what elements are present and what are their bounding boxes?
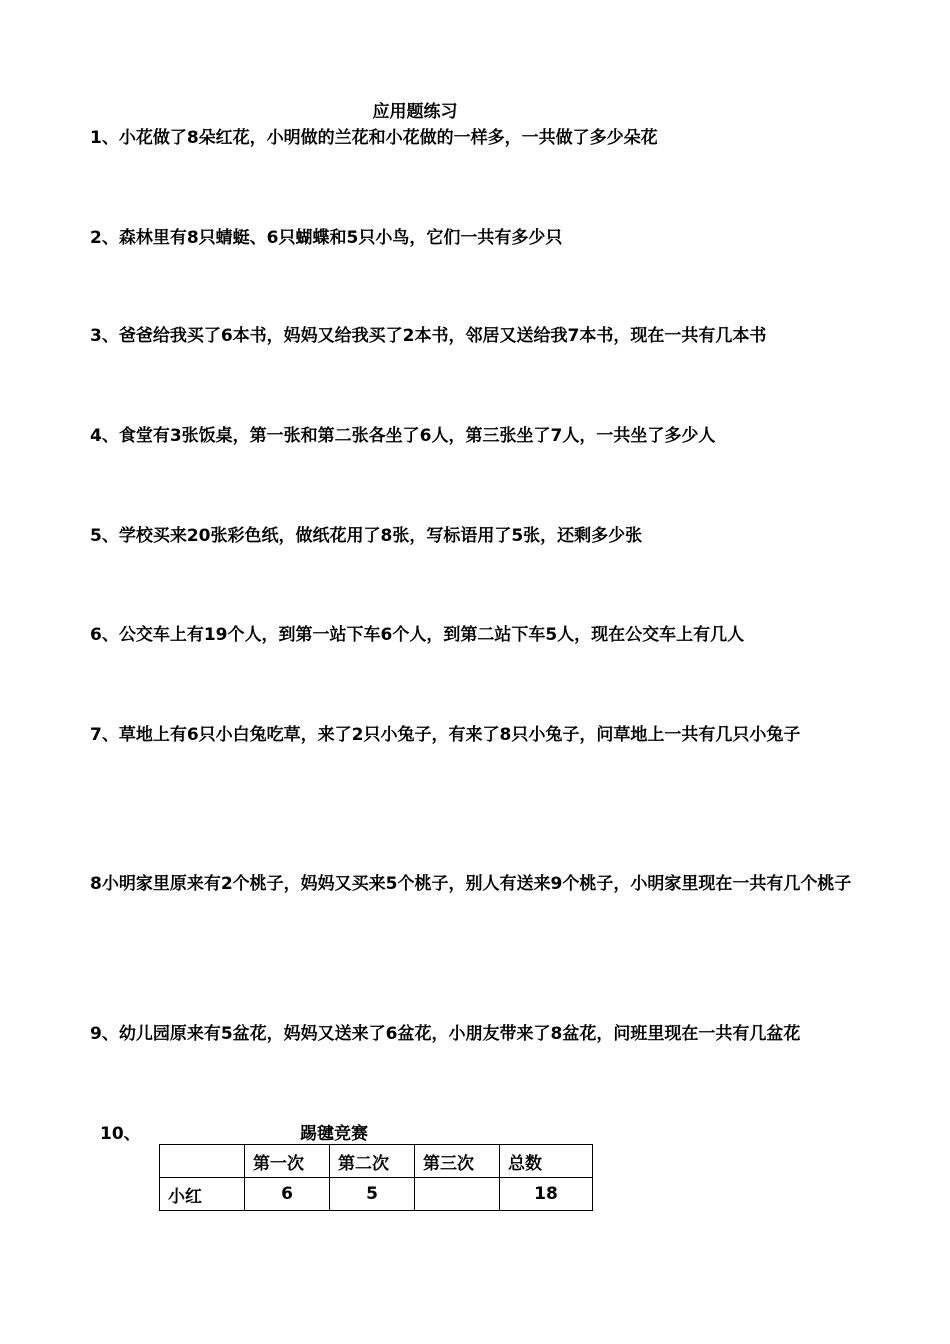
question-4: 4、食堂有3张饭桌，第一张和第二张各坐了6人，第三张坐了7人，一共坐了多少人 — [90, 426, 716, 446]
question-2: 2、森林里有8只蜻蜓、6只蝴蝶和5只小鸟，它们一共有多少只 — [90, 228, 563, 248]
table-header-cell: 第三次 — [415, 1145, 500, 1178]
question-1: 1、小花做了8朵红花，小明做的兰花和小花做的一样多，一共做了多少朵花 — [90, 128, 658, 148]
table-header-row — [160, 1145, 593, 1178]
table-title: 踢毽竞赛 — [300, 1124, 368, 1144]
table-cell-name: 小红 — [160, 1178, 245, 1211]
table-cell: 5 — [330, 1178, 415, 1211]
table-header-cell: 总数 — [500, 1145, 593, 1178]
table-cell: 18 — [500, 1178, 593, 1211]
table-cell: 6 — [245, 1178, 330, 1211]
question-3: 3、爸爸给我买了6本书，妈妈又给我买了2本书，邻居又送给我7本书，现在一共有几本书 — [90, 326, 767, 346]
table-row — [160, 1178, 593, 1211]
question-6: 6、公交车上有19个人，到第一站下车6个人，到第二站下车5人，现在公交车上有几人 — [90, 625, 745, 645]
question-8: 8小明家里原来有2个桃子，妈妈又买来5个桃子，别人有送来9个桃子，小明家里现在一共有几个桃子 — [90, 874, 852, 894]
score-table — [159, 1144, 593, 1211]
question-7: 7、草地上有6只小白兔吃草，来了2只小兔子，有来了8只小兔子，问草地上一共有几只小兔子 — [90, 725, 801, 745]
table-header-cell: 第二次 — [330, 1145, 415, 1178]
question-9: 9、幼儿园原来有5盆花，妈妈又送来了6盆花，小朋友带来了8盆花，问班里现在一共有几盆花 — [90, 1024, 801, 1044]
question-10-number: 10、 — [100, 1124, 141, 1144]
table-cell — [415, 1178, 500, 1211]
question-5: 5、学校买来20张彩色纸，做纸花用了8张，写标语用了5张，还剩多少张 — [90, 526, 643, 546]
table-header-cell: 第一次 — [245, 1145, 330, 1178]
table-header-cell — [160, 1145, 245, 1178]
page-title: 应用题练习 — [372, 102, 458, 122]
